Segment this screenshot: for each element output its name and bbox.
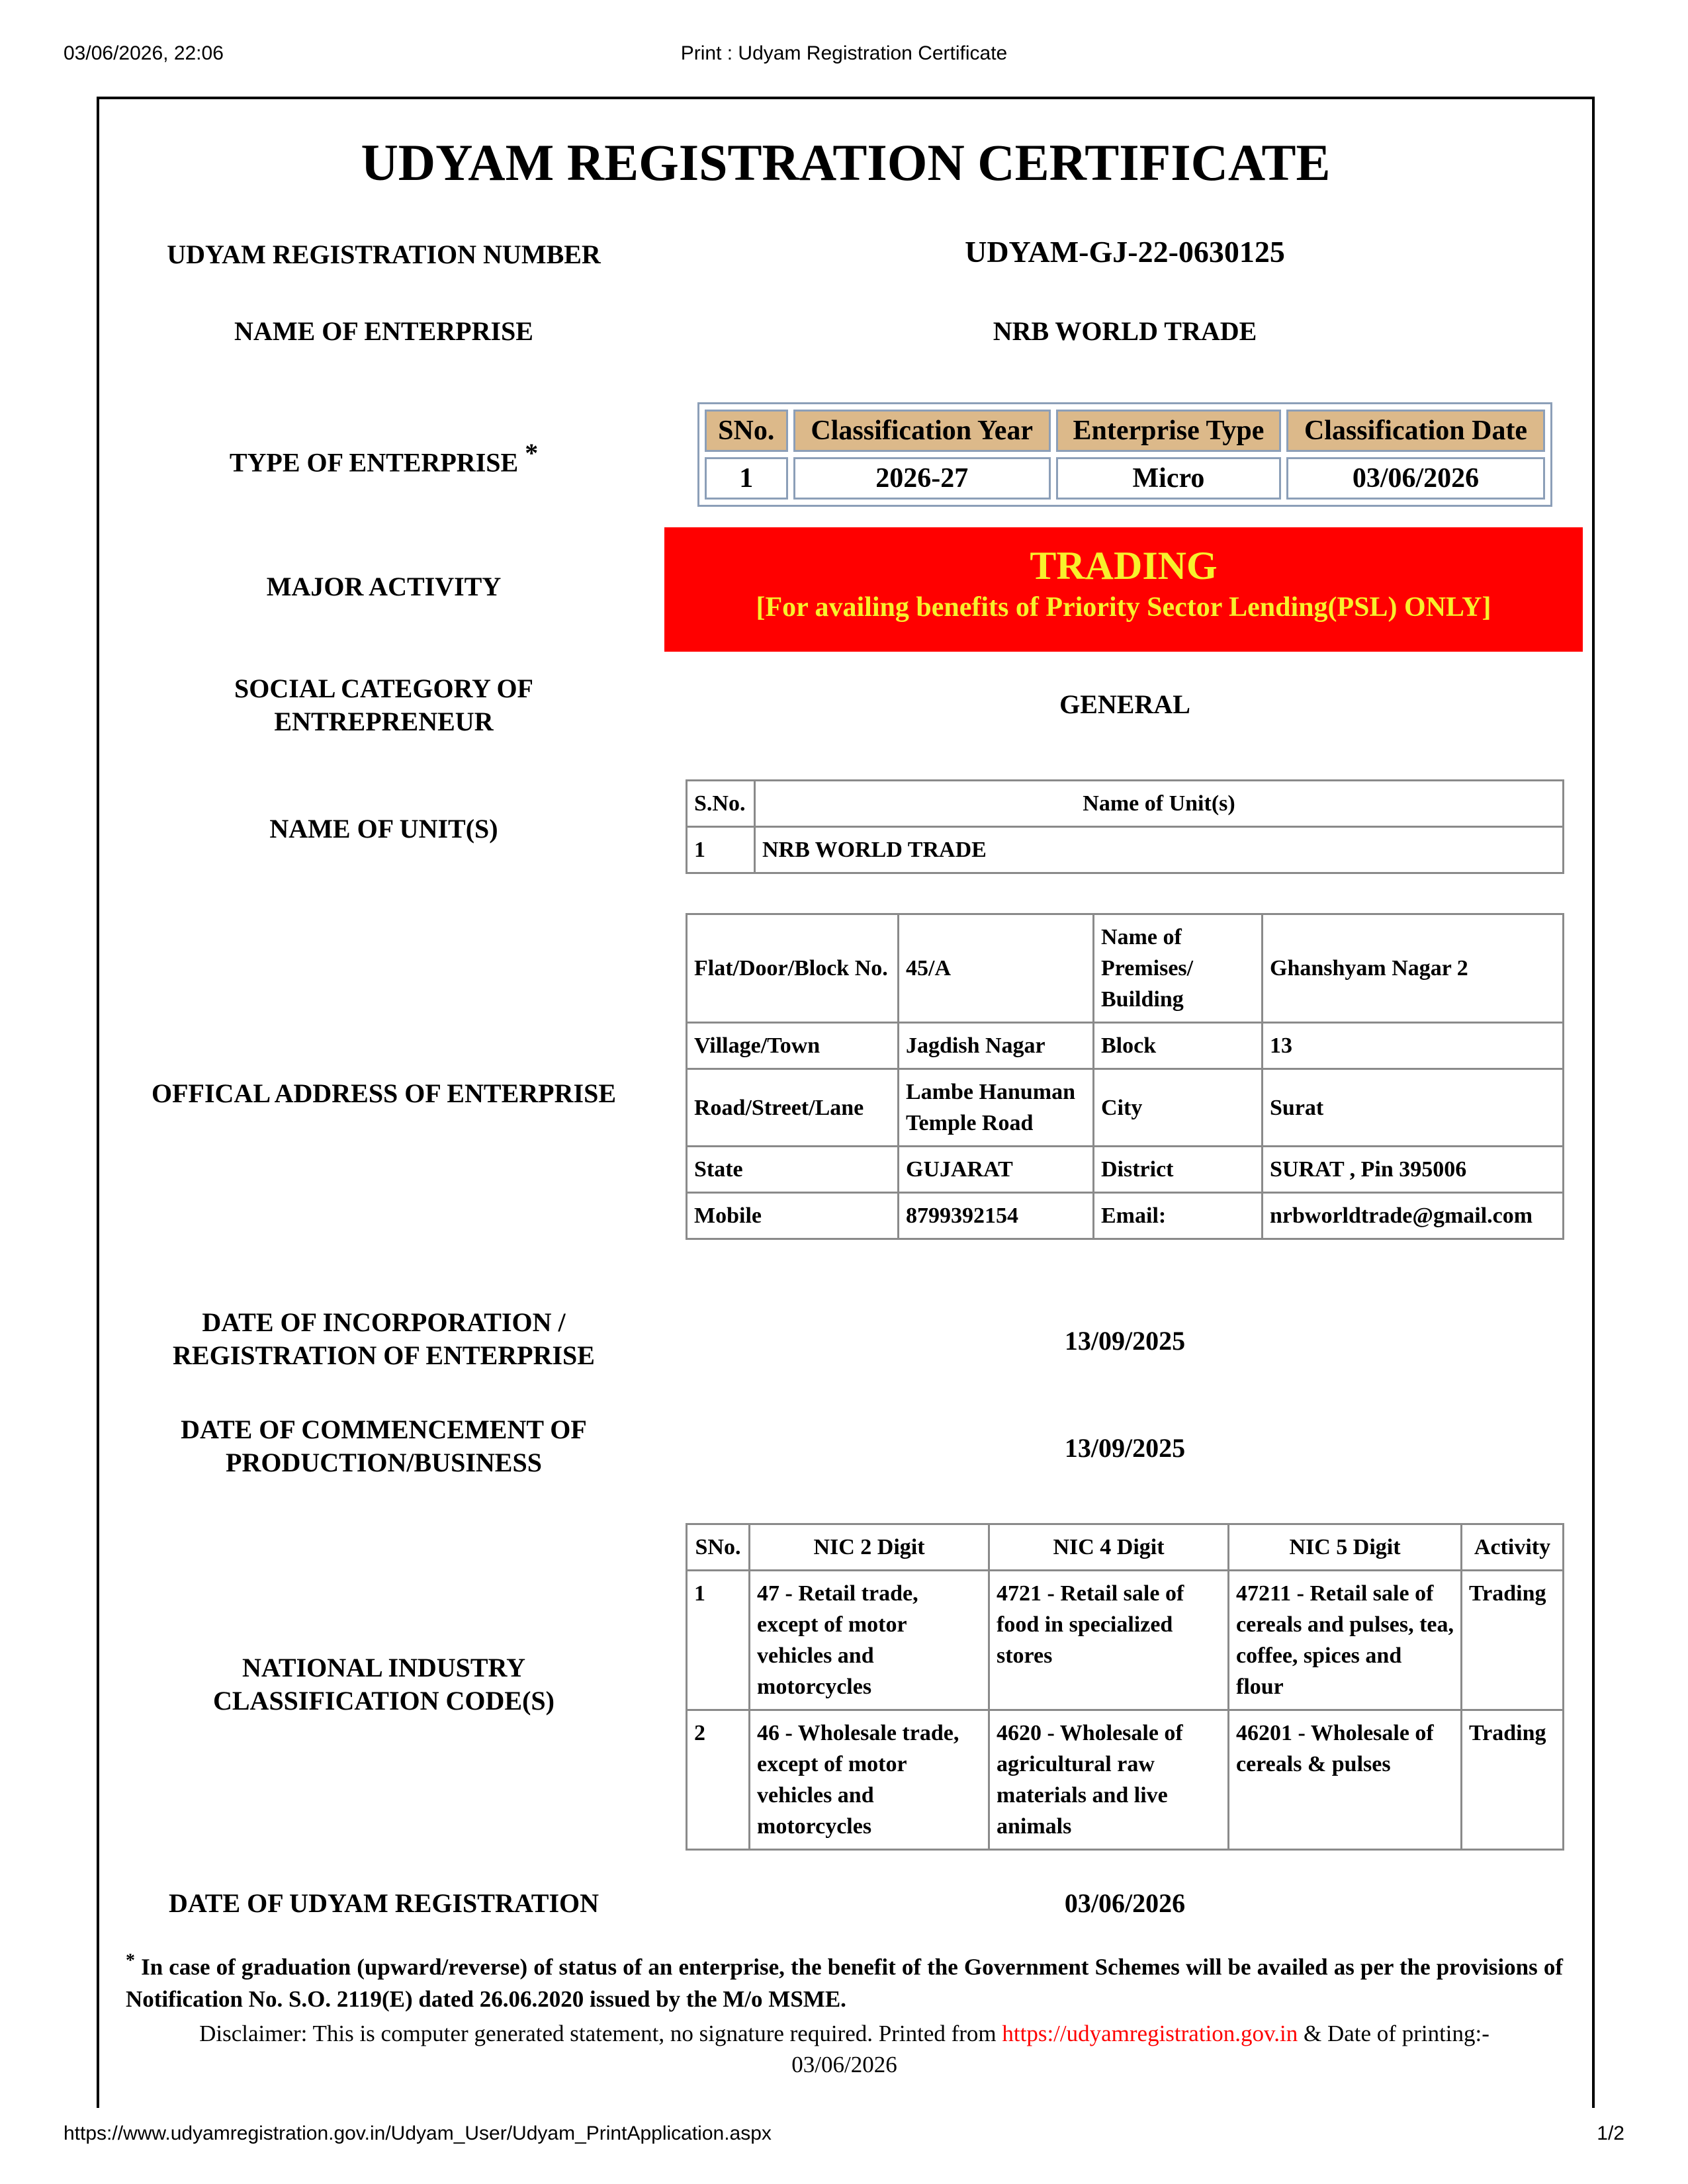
units-table [686,779,1564,874]
state-value: GUJARAT [899,1147,1094,1193]
nic-header-5digit: NIC 5 Digit [1229,1524,1462,1571]
nic-header-activity: Activity [1462,1524,1564,1571]
type-of-enterprise-label [119,437,648,479]
nic-header-row [687,1524,1564,1571]
disclaimer-suffix: & Date of printing:- [1298,2021,1489,2046]
type-of-enterprise-text: TYPE OF ENTERPRISE [229,447,519,478]
mobile-value: 8799392154 [899,1193,1094,1239]
social-category-label-line1: SOCIAL CATEGORY OF [234,674,533,703]
road-label: Road/Street/Lane [687,1069,899,1147]
classification-header-type: Enterprise Type [1056,410,1281,452]
classification-enterprise-type: Micro [1056,457,1281,500]
major-activity-banner [664,527,1583,652]
table-row [687,1069,1564,1147]
classification-header-sno: SNo. [705,410,788,452]
disclaimer-link[interactable]: https://udyamregistration.gov.in [1002,2021,1298,2046]
footnote-text: In case of graduation (upward/reverse) of status of an enterprise, the benefit of the Government Schemes will be availed as per the provisions of Notification No. S.O. 2119(E) dated 26.06.2020 issued by the M/o MSME. [126,1954,1563,2012]
nic-5digit: 46201 - Wholesale of cereals & pulses [1229,1710,1462,1850]
district-value: SURAT , Pin 395006 [1263,1147,1564,1193]
major-activity: TRADING [1030,544,1218,588]
nic-label-line2: CLASSIFICATION CODE(S) [212,1686,555,1716]
classification-header-year: Classification Year [793,410,1051,452]
table-row [687,914,1564,1023]
disclaimer-date: 03/06/2026 [791,2052,897,2077]
print-footer-url: https://www.udyamregistration.gov.in/Udyam_User/Udyam_PrintApplication.aspx [64,2122,772,2144]
major-activity-label: MAJOR ACTIVITY [266,572,502,601]
print-datetime: 03/06/2026, 22:06 [64,42,224,64]
enterprise-name: NRB WORLD TRADE [993,316,1257,346]
social-category-label [119,672,648,738]
footnote [126,1945,1563,2015]
city-value: Surat [1263,1069,1564,1147]
udyam-date-label: DATE OF UDYAM REGISTRATION [168,1888,600,1918]
incorporation-label [119,1306,648,1372]
units-header-row [687,781,1564,827]
email-value: nrbworldtrade@gmail.com [1263,1193,1564,1239]
disclaimer [126,2018,1563,2080]
incorporation-label-line1: DATE OF INCORPORATION / [202,1307,566,1337]
commencement-date: 13/09/2025 [1064,1433,1186,1463]
table-row [687,827,1564,873]
table-row [687,1710,1564,1850]
premises-label: Name of Premises/ Building [1094,914,1263,1023]
registration-number-label: UDYAM REGISTRATION NUMBER [167,240,601,269]
nic-label-line1: NATIONAL INDUSTRY [242,1653,525,1682]
nic-activity: Trading [1462,1710,1564,1850]
nic-sno: 1 [687,1571,750,1710]
print-page-number: 1/2 [1597,2122,1624,2144]
classification-year: 2026-27 [793,457,1051,500]
classification-sno: 1 [705,457,788,500]
block-value: 13 [1263,1023,1564,1069]
address-table [686,913,1564,1240]
unit-name: NRB WORLD TRADE [755,827,1564,873]
table-row [687,1023,1564,1069]
major-activity-note: [For availing benefits of Priority Sector Lending(PSL) ONLY] [756,592,1491,623]
nic-2digit: 46 - Wholesale trade, except of motor vehicles and motorcycles [750,1710,989,1850]
classification-header-row [705,410,1545,452]
commencement-label-line1: DATE OF COMMENCEMENT OF [181,1415,587,1444]
units-header-name: Name of Unit(s) [755,781,1564,827]
nic-header-4digit: NIC 4 Digit [989,1524,1229,1571]
nic-4digit: 4620 - Wholesale of agricultural raw materials and live animals [989,1710,1229,1850]
table-row [687,1571,1564,1710]
units-header-sno: S.No. [687,781,755,827]
table-row [705,457,1545,500]
premises-value: Ghanshyam Nagar 2 [1263,914,1564,1023]
nic-label [119,1651,648,1718]
commencement-label [119,1413,648,1479]
nic-header-sno: SNo. [687,1524,750,1571]
footnote-mark: * [126,1950,135,1971]
mobile-label: Mobile [687,1193,899,1239]
nic-table [686,1523,1564,1851]
nic-4digit: 4721 - Retail sale of food in specialized stores [989,1571,1229,1710]
registration-number: UDYAM-GJ-22-0630125 [965,235,1285,269]
commencement-label-line2: PRODUCTION/BUSINESS [226,1448,542,1477]
email-label: Email: [1094,1193,1263,1239]
print-title: Print : Udyam Registration Certificate [680,42,1008,64]
district-label: District [1094,1147,1263,1193]
flat-label: Flat/Door/Block No. [687,914,899,1023]
type-asterisk: * [525,438,539,468]
classification-table [697,402,1552,507]
social-category-label-line2: ENTREPRENEUR [274,707,494,736]
classification-header-date: Classification Date [1286,410,1545,452]
udyam-date: 03/06/2026 [1064,1888,1186,1918]
disclaimer-text: Disclaimer: This is computer generated statement, no signature required. Printed from [199,2021,1002,2046]
city-label: City [1094,1069,1263,1147]
nic-activity: Trading [1462,1571,1564,1710]
block-label: Block [1094,1023,1263,1069]
unit-sno: 1 [687,827,755,873]
table-row [687,1193,1564,1239]
nic-header-2digit: NIC 2 Digit [750,1524,989,1571]
social-category: GENERAL [1059,689,1190,719]
state-label: State [687,1147,899,1193]
nic-5digit: 47211 - Retail sale of cereals and pulses, tea, coffee, spices and flour [1229,1571,1462,1710]
road-value: Lambe Hanuman Temple Road [899,1069,1094,1147]
incorporation-label-line2: REGISTRATION OF ENTERPRISE [173,1340,595,1370]
classification-date: 03/06/2026 [1286,457,1545,500]
units-label: NAME OF UNIT(S) [269,814,498,844]
certificate-title: UDYAM REGISTRATION CERTIFICATE [361,134,1331,191]
flat-value: 45/A [899,914,1094,1023]
nic-2digit: 47 - Retail trade, except of motor vehicles and motorcycles [750,1571,989,1710]
enterprise-name-label: NAME OF ENTERPRISE [234,316,533,346]
incorporation-date: 13/09/2025 [1064,1326,1186,1356]
address-label: OFFICAL ADDRESS OF ENTERPRISE [152,1078,616,1108]
table-row [687,1147,1564,1193]
nic-sno: 2 [687,1710,750,1850]
village-value: Jagdish Nagar [899,1023,1094,1069]
village-label: Village/Town [687,1023,899,1069]
